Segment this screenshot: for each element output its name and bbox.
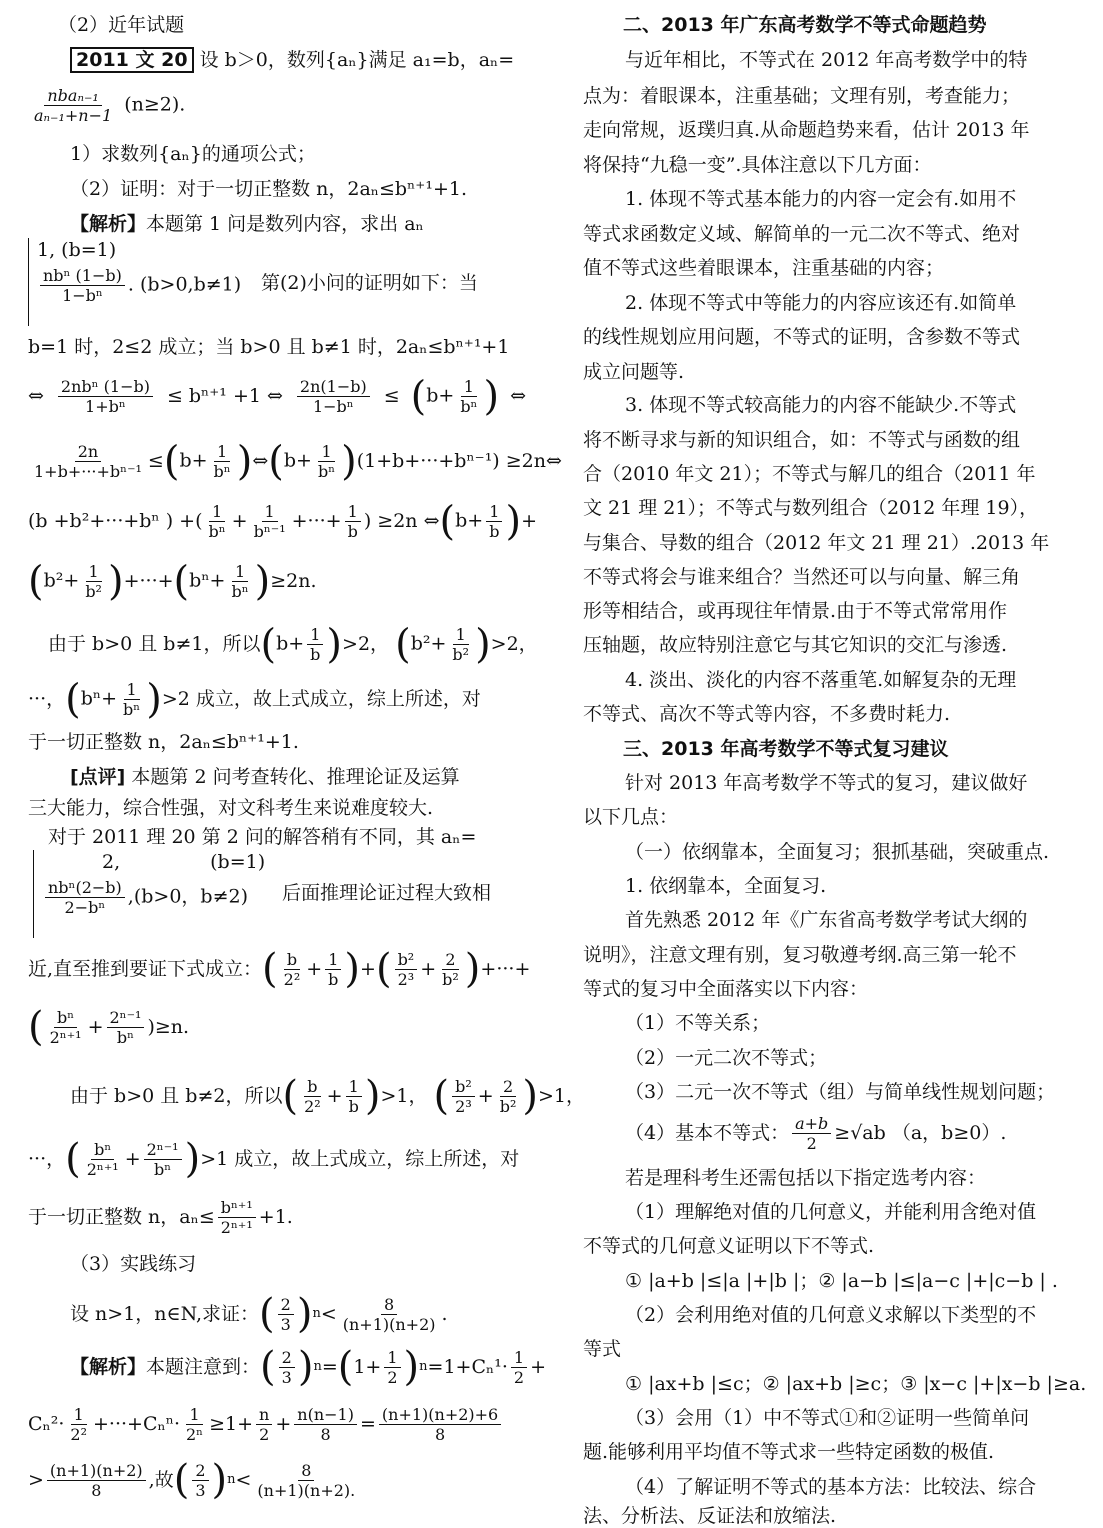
comment: [点评] 本题第 2 问考查转化、推理论证及运算 [70, 766, 460, 788]
para-line: （2）会利用绝对值的几何意义求解以下类型的不 [625, 1304, 1037, 1326]
solution-line: b=1 时，2≤2 成立；当 b>0 且 b≠1 时，2aₙ≤bⁿ⁺¹+1 [28, 336, 510, 358]
inequality-line: ① |a+b |≤|a |+|b |；② |a−b |≤|a−c |+|c−b | . [625, 1270, 1058, 1292]
para-line: 成立问题等. [583, 361, 685, 383]
para-line: 针对 2013 年高考数学不等式的复习，建议做好 [625, 772, 1028, 794]
para-line: 的线性规划应用问题，不等式的证明，含参数不等式 [583, 326, 1021, 348]
equivalence-2: $\frac{2n}{\text{1+b+···+bⁿ⁻¹}}$ ≤ (b+ $\frac{1}{\text{bⁿ}}$ ) ⇔ (b+ $\frac{1}{\text{bⁿ}}$ ) (1+b+···+bⁿ⁻¹) ≥2n⇔ [34, 438, 562, 484]
para-line: （1）理解绝对值的几何意义，并能利用含绝对值 [625, 1201, 1037, 1223]
para-line: 将不断寻求与新的知识组合，如：不等式与函数的组 [583, 429, 1021, 451]
para-line: 与近年相比，不等式在 2012 年高考数学中的特 [625, 49, 1028, 71]
practice-solution-label: 【解析】 [70, 1356, 147, 1378]
equivalence-4: (b²+ $\frac{1}{\text{b²}}$ ) +···+ (bⁿ+ $\frac{1}{\text{bⁿ}}$ ) ≥2n. [28, 558, 317, 604]
variant-cont: 后面推理论证过程大致相 [282, 882, 492, 904]
para-line: 说明》，注意文理有别，复习敬遵考纲.高三第一轮不 [583, 944, 1017, 966]
para-line: 等式的复习中全面落实以下内容： [583, 978, 869, 1000]
list-item: （2）一元二次不等式； [625, 1047, 828, 1069]
para-line: 将保持“九稳一变”.具体注意以下几方面： [583, 154, 932, 176]
inequality-line: ① |ax+b |≤c；② |ax+b |≥c；③ |x−c |+|x−b |≥a. [625, 1373, 1087, 1395]
list-item: （4）基本不等式： $\frac{a+b}{2}$ ≥√ab （a，b≥0）. [625, 1113, 1007, 1153]
para-line: 若是理科考生还需包括以下指定选考内容： [625, 1167, 987, 1189]
para-line: 2. 体现不等式中等能力的内容应该还有.如简单 [625, 292, 1017, 314]
variant-inequality-end: ( $\frac{\text{bⁿ}}{\text{2ⁿ⁺¹}}$ + $\frac{\text{2ⁿ⁻¹}}{\text{bⁿ}}$ )≥n. [28, 1004, 190, 1050]
year-tag: 2011 文 20 [70, 47, 194, 73]
para-line: 形等相结合，或再现往年情景.由于不等式常常用作 [583, 600, 1008, 622]
piecewise-an: 1, (b=1) $\frac{\text{nbⁿ (1−b)}}{\text{1−bⁿ}}$ . (b>0,b≠1) [28, 238, 241, 326]
equivalence-3: (b +b²+···+bⁿ ) +( $\frac{1}{\text{bⁿ}}$ + $\frac{1}{\text{bⁿ⁻¹}}$ +···+ $\frac{1}{b}$ ) ≥2n ⇔ (b+ $\frac{1}{b}$ ) + [28, 498, 537, 544]
variant-intro: 对于 2011 理 20 第 2 问的解答稍有不同，其 aₙ= [48, 826, 477, 848]
solution-label: 【解析】 [70, 213, 147, 235]
conclusion: 于一切正整数 n，2aₙ≤bⁿ⁺¹+1. [28, 731, 299, 753]
reason-line-2: ···， (bⁿ+ $\frac{1}{\text{bⁿ}}$ ) >2 成立，故上式成立，综上所述，对 [28, 676, 481, 722]
para-line: 3. 体现不等式较高能力的内容不能缺少.不等式 [625, 394, 1017, 416]
para-line: （4）了解证明不等式的基本方法：比较法、综合 [625, 1476, 1037, 1498]
para-line: 走向常规，返璞归真.从命题趋势来看，估计 2013 年 [583, 119, 1030, 141]
subheading: 1. 依纲靠本，全面复习. [625, 875, 827, 897]
para-line: （3）会用（1）中不等式①和②证明一些简单问 [625, 1407, 1030, 1429]
para-line: 不等式将会与谁来组合？当然还可以与向量、解三角 [583, 566, 1021, 588]
para-line: 文 21 理 21）；不等式与数列组合（2012 年理 19）， [583, 497, 1039, 519]
section-heading: （2）近年试题 [58, 14, 185, 36]
para-line: 不等式的几何意义证明以下不等式. [583, 1235, 875, 1257]
para-line: 值不等式这些着眼课本，注重基础的内容； [583, 257, 945, 279]
problem-intro: 设 b＞0，数列{aₙ}满足 a₁=b，aₙ= [199, 49, 515, 71]
section-heading-trend: 二、2013 年广东高考数学不等式命题趋势 [623, 14, 987, 36]
comment-cont: 三大能力，综合性强，对文科考生来说难度较大. [28, 797, 434, 819]
list-item: （3）二元一次不等式（组）与简单线性规划问题； [625, 1081, 1056, 1103]
para-line: 点为：着眼课本，注重基础；文理有别，考查能力； [583, 85, 1021, 107]
variant-reason-2: ···， ( $\frac{\text{bⁿ}}{\text{2ⁿ⁺¹}}$ + $\frac{\text{2ⁿ⁻¹}}{\text{bⁿ}}$ ) >1 成立，故上式成立，综上所述，对 [28, 1136, 520, 1182]
practice-solution-1: 【解析】 本题注意到： ( $\frac{2}{3}$ ) n = ( 1+ $\frac{1}{2}$ ) n =1+Cₙ¹· $\frac{1}{2}$ + [70, 1344, 546, 1390]
problem-statement [70, 48, 528, 72]
equivalence-1: ⇔ $\frac{\text{2nbⁿ (1−b)}}{\text{1+bⁿ}}$ ≤ bⁿ⁺¹ +1 ⇔ $\frac{2n(1-b)}{\text{1−bⁿ}}$ ≤ (b+ $\frac{1}{\text{bⁿ}}$ ) ⇔ [28, 373, 526, 419]
variant-reason-1: 由于 b>0 且 b≠2，所以 ( $\frac{b}{\text{2²}}$ + $\frac{1}{b}$ ) >1， ( $\frac{\text{b²}}{\text{2³}}$ + $\frac{2}{\text{b²}}$ ) >1， [70, 1073, 585, 1119]
section-heading-practice: （3）实践练习 [70, 1253, 197, 1275]
para-line: 不等式、高次不等式等内容，不多费时耗力. [583, 703, 951, 725]
section-heading-advice: 三、2013 年高考数学不等式复习建议 [623, 738, 949, 760]
para-line: 首先熟悉 2012 年《广东省高考数学考试大纲的 [625, 909, 1028, 931]
para-line: 以下几点： [583, 806, 679, 828]
list-item: （1）不等关系； [625, 1012, 771, 1034]
para-line: 与集合、导数的组合（2012 年文 21 理 21）.2013 年 [583, 532, 1050, 554]
question-1: 1）求数列{aₙ}的通项公式； [70, 143, 316, 165]
subheading: （一）依纲靠本，全面复习；狠抓基础，突破重点. [625, 841, 1050, 863]
para-line: 4. 淡出、淡化的内容不落重笔.如解复杂的无理 [625, 669, 1017, 691]
comment-label: [点评] [70, 766, 126, 788]
practice-problem: 设 n>1，n∈N,求证： ( $\frac{2}{3}$ ) n < $\frac{8}{(n+1)(n+2)}$ . [70, 1291, 448, 1337]
variant-inequality: 近,直至推到要证下式成立： ( $\frac{b}{\text{2²}}$ + $\frac{1}{b}$ ) + ( $\frac{\text{b²}}{\text{2³}}$ + $\frac{2}{\text{b²}}$ ) +···+ [28, 946, 531, 992]
question-2: （2）证明：对于一切正整数 n，2aₙ≤bⁿ⁺¹+1. [70, 178, 467, 200]
solution-part2: 第(2)小问的证明如下：当 [261, 272, 478, 294]
piecewise-an-2: 2, (b=1) $\frac{\text{nbⁿ(2−b)}}{\text{2−bⁿ}}$ ,(b>0，b≠2) [33, 850, 265, 938]
solution-intro: 【解析】本题第 1 问是数列内容，求出 aₙ [70, 213, 424, 235]
reason-line-1: 由于 b>0 且 b≠1，所以 (b+ $\frac{1}{b}$ ) >2， (b²+ $\frac{1}{\text{b²}}$ ) >2， [48, 621, 538, 667]
para-line: 等式 [583, 1338, 622, 1360]
practice-solution-3: > $\frac{(n+1)(n+2)}{8}$ ,故 ( $\frac{2}{3}$ ) n < $\frac{8}{(n+1)(n+2).}$ [28, 1457, 356, 1503]
para-line: 1. 体现不等式基本能力的内容一定会有.如用不 [625, 188, 1017, 210]
para-line: 压轴题，故应特别注意它与其它知识的交汇与渗透. [583, 634, 1008, 656]
para-line: 题.能够利用平均值不等式求一些特定函数的极值. [583, 1441, 995, 1463]
variant-conclusion: 于一切正整数 n，aₙ≤ $\frac{\text{bⁿ⁺¹}}{\text{2ⁿ⁺¹}}$ +1. [28, 1197, 293, 1237]
recurrence-formula: $\frac{\text{nbaₙ₋₁}}{\text{aₙ₋₁+n−1}}$ (n≥2). [34, 86, 186, 125]
para-line: 等式求函数定义域、解简单的一元二次不等式、绝对 [583, 223, 1021, 245]
para-line: 法、分析法、反证法和放缩法. [583, 1505, 837, 1527]
para-line: 合（2010 年文 21）；不等式与解几的组合（2011 年 [583, 463, 1036, 485]
practice-solution-2: Cₙ²· $\frac{1}{\text{2²}}$ +···+Cₙⁿ· $\frac{1}{\text{2ⁿ}}$ ≥1+ $\frac{n}{2}$ + $\frac{n(n-1)}{8}$ = $\frac{(n+1)(n+2)+6}{8}$ [28, 1400, 504, 1448]
